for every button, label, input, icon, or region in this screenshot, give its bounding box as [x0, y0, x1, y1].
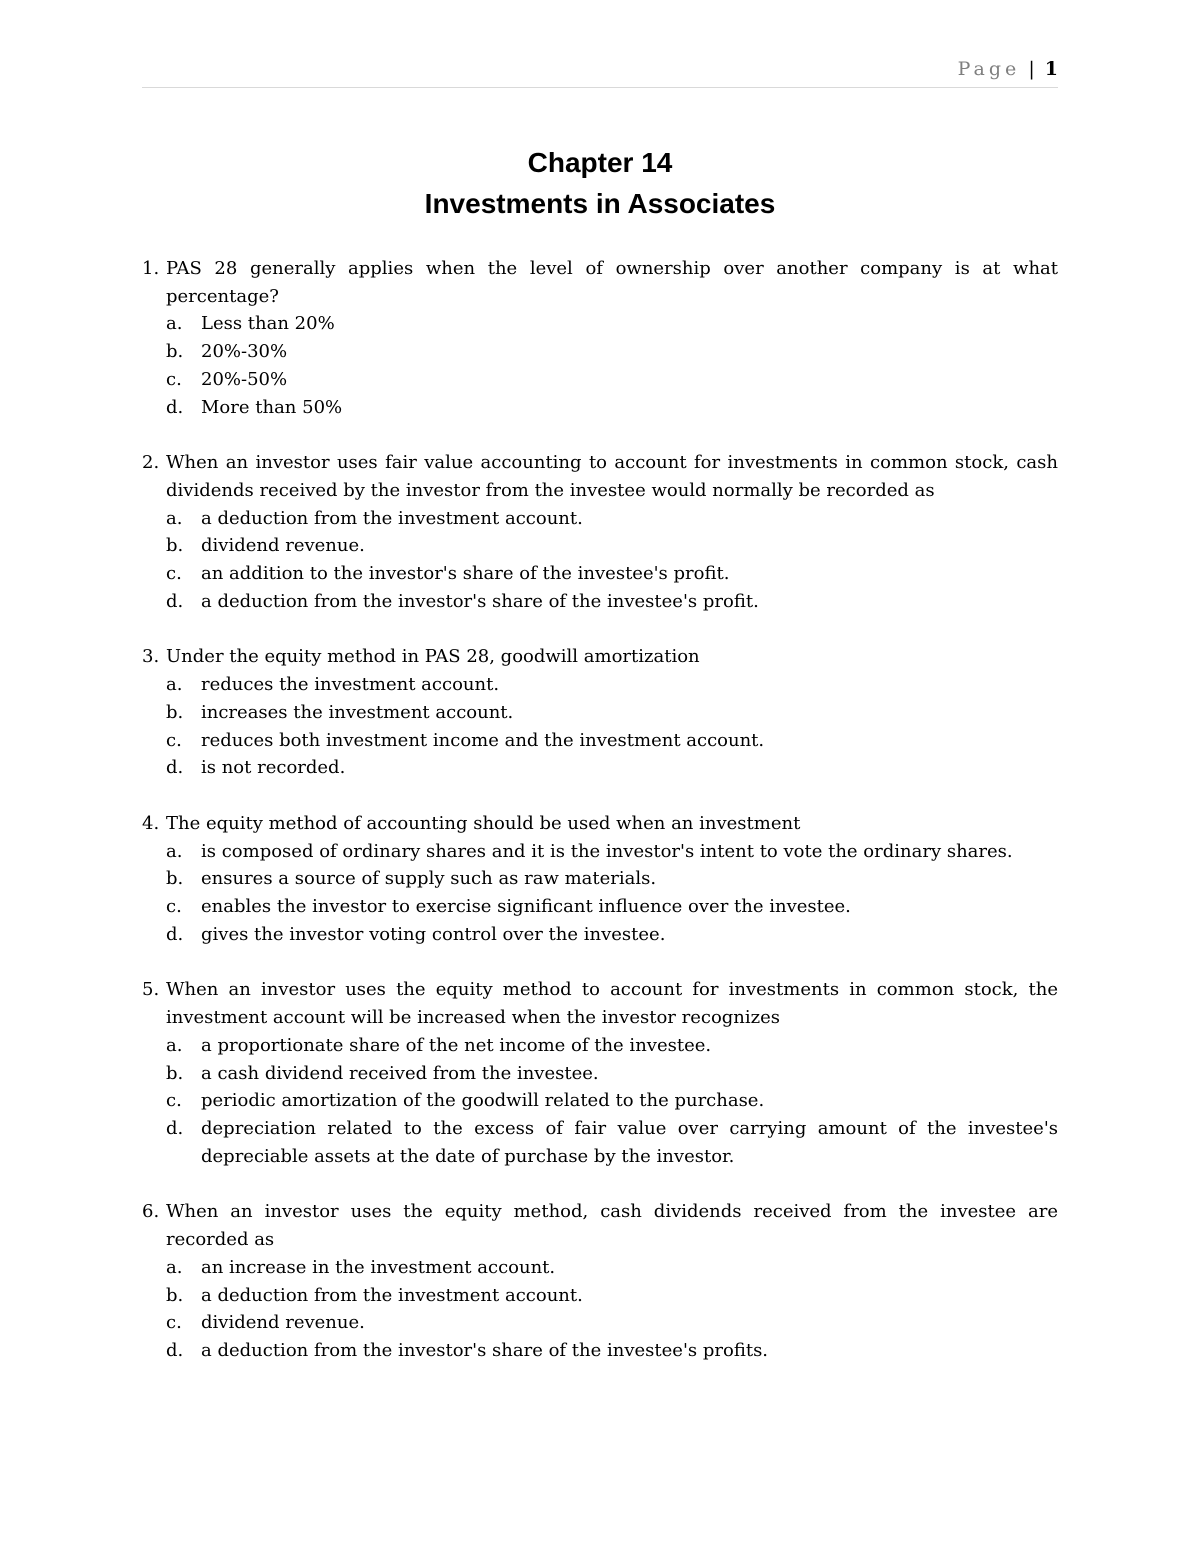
answer-option	[166, 338, 1058, 366]
option-letter: c.	[166, 368, 182, 390]
option-letter: c.	[166, 896, 182, 918]
option-list	[142, 505, 1058, 616]
option-letter: b.	[166, 341, 184, 363]
option-letter: c.	[166, 563, 182, 585]
answer-option	[166, 727, 1058, 755]
question-stem	[142, 449, 1058, 504]
option-text: ensures a source of supply such as raw materials.	[201, 868, 657, 890]
question-text: Under the equity method in PAS 28, goodwill amortization	[166, 646, 700, 668]
option-list	[142, 671, 1058, 782]
option-letter: b.	[166, 868, 184, 890]
question-stem	[142, 976, 1058, 1031]
answer-option	[166, 921, 1058, 949]
option-letter: d.	[166, 923, 184, 945]
answer-option	[166, 560, 1058, 588]
option-letter: a.	[166, 840, 183, 862]
option-text: dividend revenue.	[201, 535, 365, 557]
question-item	[142, 449, 1058, 615]
page-header	[142, 58, 1058, 88]
question-text: PAS 28 generally applies when the level of ownership over another company is at what percentage?	[166, 258, 1058, 307]
question-number: 2.	[142, 452, 160, 474]
option-text: enables the investor to exercise significant influence over the investee.	[201, 896, 851, 918]
option-letter: a.	[166, 674, 183, 696]
question-number: 6.	[142, 1201, 160, 1223]
question-item	[142, 1198, 1058, 1364]
question-text: When an investor uses the equity method, cash dividends received from the investee are recorded as	[166, 1201, 1058, 1251]
chapter-name: Investments in Associates	[424, 188, 776, 219]
page-label: Page	[957, 58, 1021, 80]
option-letter: b.	[166, 535, 184, 557]
option-text: increases the investment account.	[201, 701, 514, 723]
option-letter: d.	[166, 396, 184, 418]
answer-option	[166, 1032, 1058, 1060]
option-letter: c.	[166, 1312, 182, 1334]
option-text: a deduction from the investor's share of the investee's profits.	[201, 1339, 769, 1361]
answer-option	[166, 1309, 1058, 1337]
answer-option	[166, 1254, 1058, 1282]
question-number: 1.	[142, 258, 160, 279]
option-text: More than 50%	[201, 396, 343, 418]
option-text: is not recorded.	[201, 757, 346, 779]
option-text: dividend revenue.	[201, 1312, 365, 1334]
answer-option	[166, 671, 1058, 699]
option-text: periodic amortization of the goodwill related to the purchase.	[201, 1090, 765, 1112]
question-text: When an investor uses the equity method to account for investments in common stock, the investment account will be increased when the investor recognizes	[166, 979, 1058, 1029]
answer-option	[166, 1060, 1058, 1088]
option-letter: c.	[166, 729, 182, 751]
answer-option	[166, 1337, 1058, 1365]
question-number: 4.	[142, 812, 160, 834]
option-text: 20%-30%	[201, 341, 288, 363]
option-text: depreciation related to the excess of fair value over carrying amount of the investee's depreciable assets at the date of purchase by the investor.	[201, 1117, 1058, 1167]
option-letter: b.	[166, 701, 184, 723]
option-letter: a.	[166, 507, 183, 529]
option-letter: b.	[166, 1284, 184, 1306]
option-list	[142, 1032, 1058, 1171]
answer-option	[166, 838, 1058, 866]
question-stem	[142, 810, 1058, 838]
answer-option	[166, 1087, 1058, 1115]
answer-option	[166, 366, 1058, 394]
option-letter: c.	[166, 1090, 182, 1112]
option-letter: b.	[166, 1062, 184, 1084]
question-number: 5.	[142, 979, 160, 1001]
option-text: reduces both investment income and the investment account.	[201, 729, 765, 751]
answer-option	[166, 532, 1058, 560]
answer-option	[166, 699, 1058, 727]
chapter-number: Chapter 14	[527, 147, 673, 178]
answer-option	[166, 1282, 1058, 1310]
option-text: Less than 20%	[201, 313, 335, 335]
page-number: 1	[1044, 58, 1058, 80]
option-letter: d.	[166, 757, 184, 779]
option-letter: a.	[166, 313, 183, 335]
question-text: The equity method of accounting should be used when an investment	[166, 812, 801, 834]
answer-option	[166, 1115, 1058, 1170]
answer-option	[166, 893, 1058, 921]
option-text: a cash dividend received from the investee.	[201, 1062, 599, 1084]
question-list	[142, 255, 1058, 1393]
question-item	[142, 976, 1058, 1170]
option-letter: d.	[166, 590, 184, 612]
answer-option	[166, 505, 1058, 533]
answer-option	[166, 865, 1058, 893]
question-stem	[142, 1198, 1058, 1253]
answer-option	[166, 310, 1058, 338]
option-list	[142, 1254, 1058, 1365]
option-text: a deduction from the investment account.	[201, 507, 583, 529]
option-list	[142, 310, 1058, 421]
question-text: When an investor uses fair value accounting to account for investments in common stock, cash dividends received by the investor from the investee would normally be recorded as	[166, 452, 1058, 501]
question-item	[142, 643, 1058, 782]
page-separator: |	[1028, 58, 1035, 80]
option-text: an increase in the investment account.	[201, 1256, 556, 1278]
question-number: 3.	[142, 646, 160, 668]
option-letter: d.	[166, 1117, 184, 1139]
option-text: an addition to the investor's share of the investee's profit.	[201, 563, 730, 585]
option-text: a proportionate share of the net income of the investee.	[201, 1034, 712, 1056]
option-text: reduces the investment account.	[201, 674, 500, 696]
question-stem	[142, 255, 1058, 310]
option-list	[142, 838, 1058, 949]
option-text: a deduction from the investment account.	[201, 1284, 583, 1306]
question-item	[142, 255, 1058, 421]
answer-option	[166, 754, 1058, 782]
option-text: gives the investor voting control over the investee.	[201, 923, 666, 945]
answer-option	[166, 588, 1058, 616]
option-text: a deduction from the investor's share of the investee's profit.	[201, 590, 759, 612]
option-letter: d.	[166, 1339, 184, 1361]
question-stem	[142, 643, 1058, 671]
answer-option	[166, 394, 1058, 422]
option-letter: a.	[166, 1256, 183, 1278]
option-text: 20%-50%	[201, 368, 288, 390]
chapter-title	[0, 142, 1200, 224]
question-item	[142, 810, 1058, 949]
option-letter: a.	[166, 1034, 183, 1056]
option-text: is composed of ordinary shares and it is the investor's intent to vote the ordinary shares.	[201, 840, 1013, 862]
